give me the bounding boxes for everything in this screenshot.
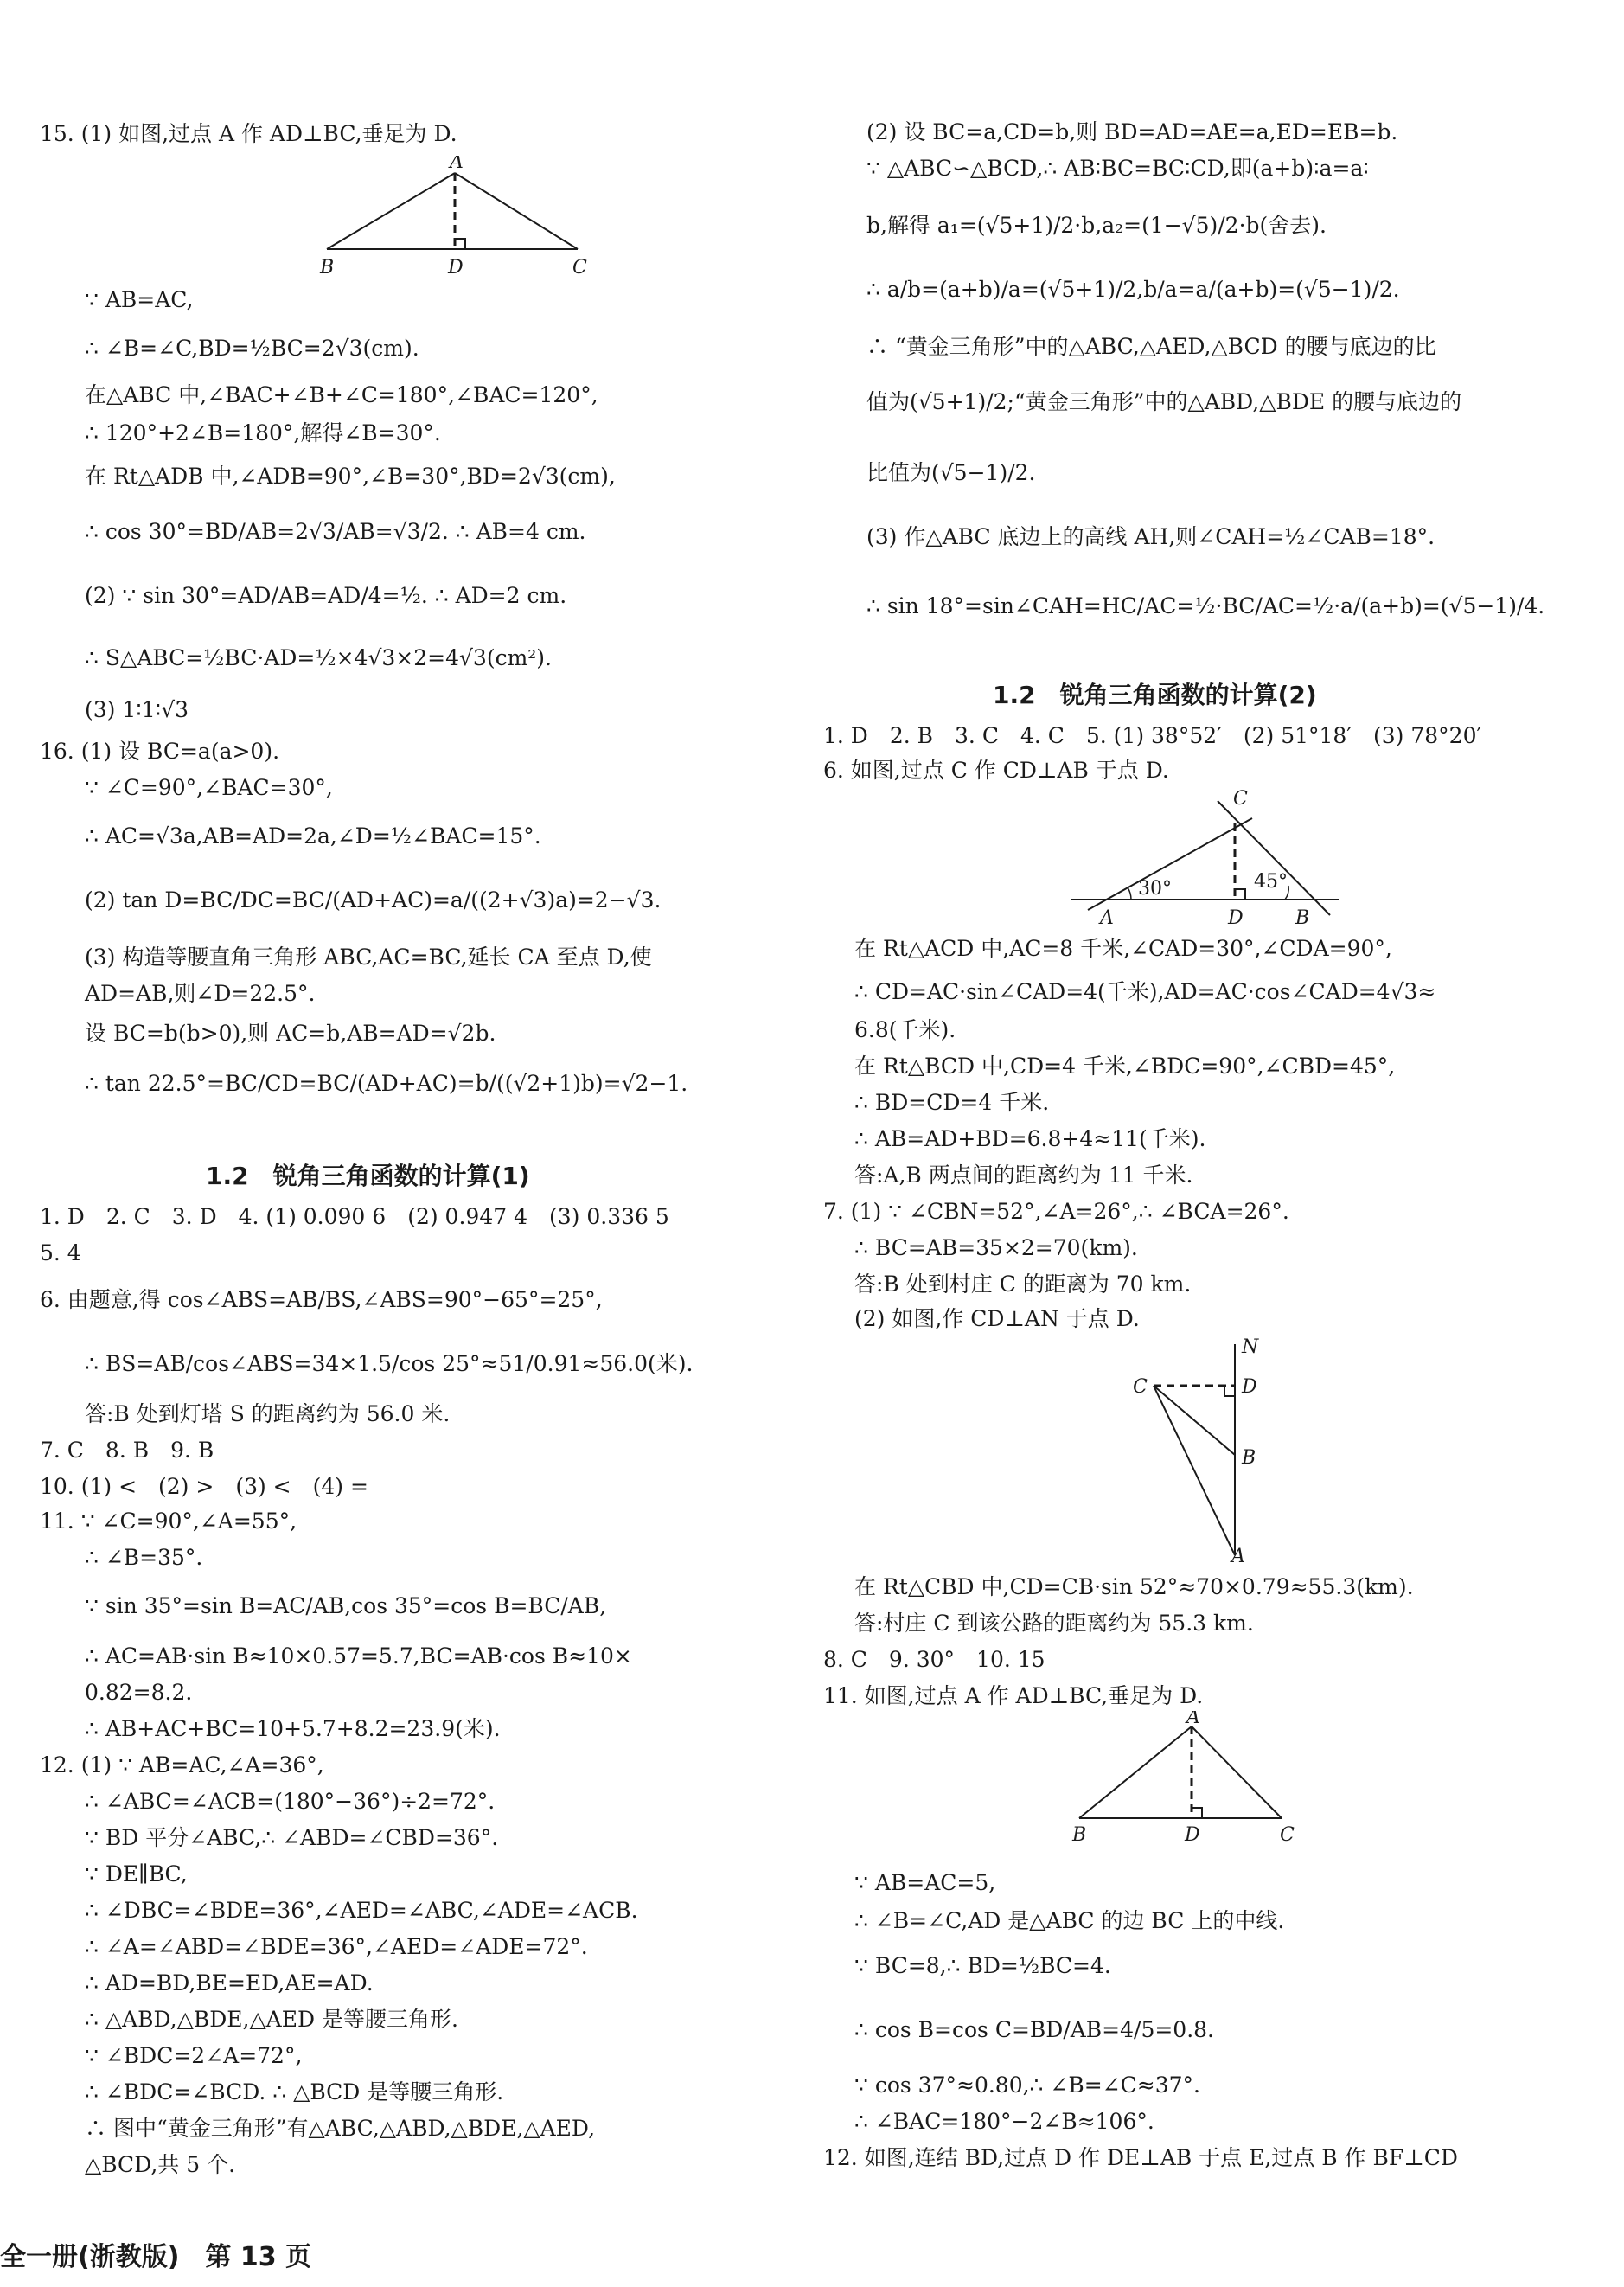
text-line: 11. 如图,过点 A 作 AD⊥BC,垂足为 D. — [823, 1683, 1204, 1708]
text-line: 6. 由题意,得 cos∠ABS=AB/BS,∠ABS=90°−65°=25°, — [40, 1287, 603, 1312]
text-line: 12. (1) ∵ AB=AC,∠A=36°, — [40, 1752, 324, 1778]
label-d: D — [448, 257, 464, 279]
label-a: A — [1100, 907, 1114, 929]
text-line: ∴ BD=CD=4 千米. — [854, 1090, 1050, 1115]
text-line: ∴ AC=AB·sin B≈10×0.57=5.7,BC=AB·cos B≈10× — [85, 1643, 632, 1669]
label-a: A — [1186, 1711, 1200, 1728]
text-line: ∵ BC=8,∴ BD=½BC=4. — [854, 1953, 1111, 1978]
text-line: 在 Rt△ADB 中,∠ADB=90°,∠B=30°,BD=2√3(cm), — [85, 464, 616, 489]
label-b: B — [320, 257, 335, 279]
text-line: 在△ABC 中,∠BAC+∠B+∠C=180°,∠BAC=120°, — [85, 382, 598, 407]
text-line: (2) 如图,作 CD⊥AN 于点 D. — [854, 1306, 1140, 1331]
text-line: b,解得 a₁=(√5+1)/2·b,a₂=(1−√5)/2·b(舍去). — [866, 213, 1327, 238]
text-line: 8. C 9. 30° 10. 15 — [823, 1647, 1045, 1672]
text-line: ∴ ∠BAC=180°−2∠B≈106°. — [854, 2109, 1154, 2134]
text-line: 1. D 2. C 3. D 4. (1) 0.090 6 (2) 0.947 4 (3) 0.336 5 — [40, 1204, 669, 1229]
label-b: B — [1295, 907, 1310, 929]
text-line: 0.82=8.2. — [85, 1680, 193, 1705]
text-line: 值为(√5+1)/2;“黄金三角形”中的△ABD,△BDE 的腰与底边的 — [866, 389, 1462, 414]
text-line: 16. (1) 设 BC=a(a>0). — [40, 739, 280, 764]
text-line: 11. ∵ ∠C=90°,∠A=55°, — [40, 1509, 297, 1534]
section-title: 1.2 锐角三角函数的计算(1) — [206, 1162, 530, 1190]
label-n: N — [1242, 1336, 1259, 1358]
text-line: 答:A,B 两点间的距离约为 11 千米. — [854, 1163, 1193, 1188]
figure-6-triangle-30-45 — [1062, 785, 1356, 936]
text-line: 在 Rt△CBD 中,CD=CB·sin 52°≈70×0.79≈55.3(km). — [854, 1574, 1414, 1599]
label-a: A — [1231, 1546, 1245, 1566]
label-d: D — [1185, 1824, 1200, 1846]
label-c: C — [1280, 1824, 1295, 1846]
label-c: C — [572, 257, 587, 279]
text-line: 答:村庄 C 到该公路的距离约为 55.3 km. — [854, 1611, 1254, 1636]
label-b: B — [1072, 1824, 1087, 1846]
text-line: 在 Rt△ACD 中,AC=8 千米,∠CAD=30°,∠CDA=90°, — [854, 936, 1392, 961]
text-line: ∴ AD=BD,BE=ED,AE=AD. — [85, 1970, 374, 1996]
text-line: ∴ “黄金三角形”中的△ABC,△AED,△BCD 的腰与底边的比 — [866, 334, 1436, 359]
text-line: ∴ AC=√3a,AB=AD=2a,∠D=½∠BAC=15°. — [85, 823, 541, 849]
text-line: ∴ CD=AC·sin∠CAD=4(千米),AD=AC·cos∠CAD=4√3≈ — [854, 979, 1436, 1004]
text-line: ∵ AB=AC=5, — [854, 1870, 996, 1895]
text-line: ∵ △ABC∽△BCD,∴ AB∶BC=BC∶CD,即(a+b)∶a=a∶ — [866, 156, 1369, 181]
text-line: 答:B 处到村庄 C 的距离为 70 km. — [854, 1272, 1192, 1297]
text-line: ∴ ∠ABC=∠ACB=(180°−36°)÷2=72°. — [85, 1789, 496, 1814]
text-line: ∴ sin 18°=sin∠CAH=HC/AC=½·BC/AC=½·a/(a+b)=(√5−1)/4. — [866, 593, 1545, 618]
text-line: 6.8(千米). — [854, 1017, 956, 1042]
text-line: ∴ ∠A=∠ABD=∠BDE=36°,∠AED=∠ADE=72°. — [85, 1934, 588, 1959]
text-line: ∴ ∠DBC=∠BDE=36°,∠AED=∠ABC,∠ADE=∠ACB. — [85, 1898, 638, 1923]
text-line: ∴ cos 30°=BD/AB=2√3/AB=√3/2. ∴ AB=4 cm. — [85, 519, 586, 544]
figure-15-isosceles-triangle — [292, 156, 621, 289]
label-b: B — [1242, 1447, 1256, 1469]
text-line: ∴ △ABD,△BDE,△AED 是等腰三角形. — [85, 2007, 458, 2032]
text-line: 比值为(√5−1)/2. — [866, 460, 1036, 485]
label-c: C — [1133, 1376, 1148, 1398]
text-line: ∵ DE∥BC, — [85, 1861, 188, 1887]
text-line: (3) 作△ABC 底边上的高线 AH,则∠CAH=½∠CAB=18°. — [866, 524, 1435, 549]
text-line: ∴ ∠B=∠C,BD=½BC=2√3(cm). — [85, 336, 419, 361]
text-line: 10. (1) < (2) > (3) < (4) = — [40, 1474, 368, 1499]
page-footer: 全一册(浙教版) 第 13 页 — [0, 2242, 312, 2272]
text-line: 在 Rt△BCD 中,CD=4 千米,∠BDC=90°,∠CBD=45°, — [854, 1054, 1396, 1079]
label-a: A — [450, 156, 464, 173]
text-line: ∵ AB=AC, — [85, 287, 194, 312]
text-line: ∴ AB+AC+BC=10+5.7+8.2=23.9(米). — [85, 1716, 501, 1741]
angle-30-label: 30° — [1138, 878, 1172, 900]
text-line: ∴ cos B=cos C=BD/AB=4/5=0.8. — [854, 2017, 1215, 2042]
text-line: (2) ∵ sin 30°=AD/AB=AD/4=½. ∴ AD=2 cm. — [85, 583, 567, 608]
text-line: 7. C 8. B 9. B — [40, 1438, 214, 1463]
text-line: △BCD,共 5 个. — [85, 2152, 236, 2177]
figure-7-road-and-village — [1122, 1332, 1295, 1569]
text-line: (3) 构造等腰直角三角形 ABC,AC=BC,延长 CA 至点 D,使 — [85, 945, 652, 970]
label-d: D — [1242, 1376, 1257, 1398]
text-line: 答:B 处到灯塔 S 的距离约为 56.0 米. — [85, 1401, 451, 1426]
text-line: 设 BC=b(b>0),则 AC=b,AB=AD=√2b. — [85, 1021, 496, 1046]
text-line: ∴ AB=AD+BD=6.8+4≈11(千米). — [854, 1126, 1206, 1151]
text-line: ∵ sin 35°=sin B=AC/AB,cos 35°=cos B=BC/AB, — [85, 1593, 607, 1618]
text-line: 7. (1) ∵ ∠CBN=52°,∠A=26°,∴ ∠BCA=26°. — [823, 1199, 1289, 1224]
text-line: (3) 1∶1∶√3 — [85, 697, 189, 722]
text-line: 15. (1) 如图,过点 A 作 AD⊥BC,垂足为 D. — [40, 121, 457, 146]
text-line: 6. 如图,过点 C 作 CD⊥AB 于点 D. — [823, 758, 1169, 783]
text-line: ∴ 图中“黄金三角形”有△ABC,△ABD,△BDE,△AED, — [85, 2116, 596, 2141]
figure-11-isosceles-triangle — [1062, 1711, 1321, 1853]
angle-45-label: 45° — [1254, 871, 1288, 893]
text-line: ∵ ∠BDC=2∠A=72°, — [85, 2043, 303, 2068]
text-line: ∴ ∠BDC=∠BCD. ∴ △BCD 是等腰三角形. — [85, 2079, 504, 2104]
text-line: (2) tan D=BC/DC=BC/(AD+AC)=a/((2+√3)a)=2−√3. — [85, 887, 662, 913]
text-line: ∵ cos 37°≈0.80,∴ ∠B=∠C≈37°. — [854, 2072, 1200, 2098]
text-line: (2) 设 BC=a,CD=b,则 BD=AD=AE=a,ED=EB=b. — [866, 119, 1398, 144]
text-line: ∴ BC=AB=35×2=70(km). — [854, 1235, 1138, 1260]
label-d: D — [1228, 907, 1244, 929]
text-line: ∴ a/b=(a+b)/a=(√5+1)/2,b/a=a/(a+b)=(√5−1)/2. — [866, 277, 1400, 302]
text-line: AD=AB,则∠D=22.5°. — [85, 981, 316, 1006]
text-line: ∵ ∠C=90°,∠BAC=30°, — [85, 775, 333, 800]
text-line: ∴ S△ABC=½BC·AD=½×4√3×2=4√3(cm²). — [85, 645, 553, 670]
text-line: ∴ ∠B=∠C,AD 是△ABC 的边 BC 上的中线. — [854, 1908, 1285, 1933]
text-line: 5. 4 — [40, 1240, 81, 1265]
text-line: ∴ ∠B=35°. — [85, 1545, 203, 1570]
section-title: 1.2 锐角三角函数的计算(2) — [993, 681, 1317, 709]
text-line: ∴ tan 22.5°=BC/CD=BC/(AD+AC)=b/((√2+1)b)=√2−1. — [85, 1071, 688, 1096]
label-c: C — [1233, 788, 1248, 810]
text-line: 1. D 2. B 3. C 4. C 5. (1) 38°52′ (2) 51°18′ (3) 78°20′ — [823, 723, 1482, 748]
text-line: ∵ BD 平分∠ABC,∴ ∠ABD=∠CBD=36°. — [85, 1825, 499, 1850]
text-line: 12. 如图,连结 BD,过点 D 作 DE⊥AB 于点 E,过点 B 作 BF⊥CD — [823, 2145, 1458, 2170]
text-line: ∴ BS=AB/cos∠ABS=34×1.5/cos 25°≈51/0.91≈56.0(米). — [85, 1351, 694, 1376]
text-line: ∴ 120°+2∠B=180°,解得∠B=30°. — [85, 420, 441, 445]
